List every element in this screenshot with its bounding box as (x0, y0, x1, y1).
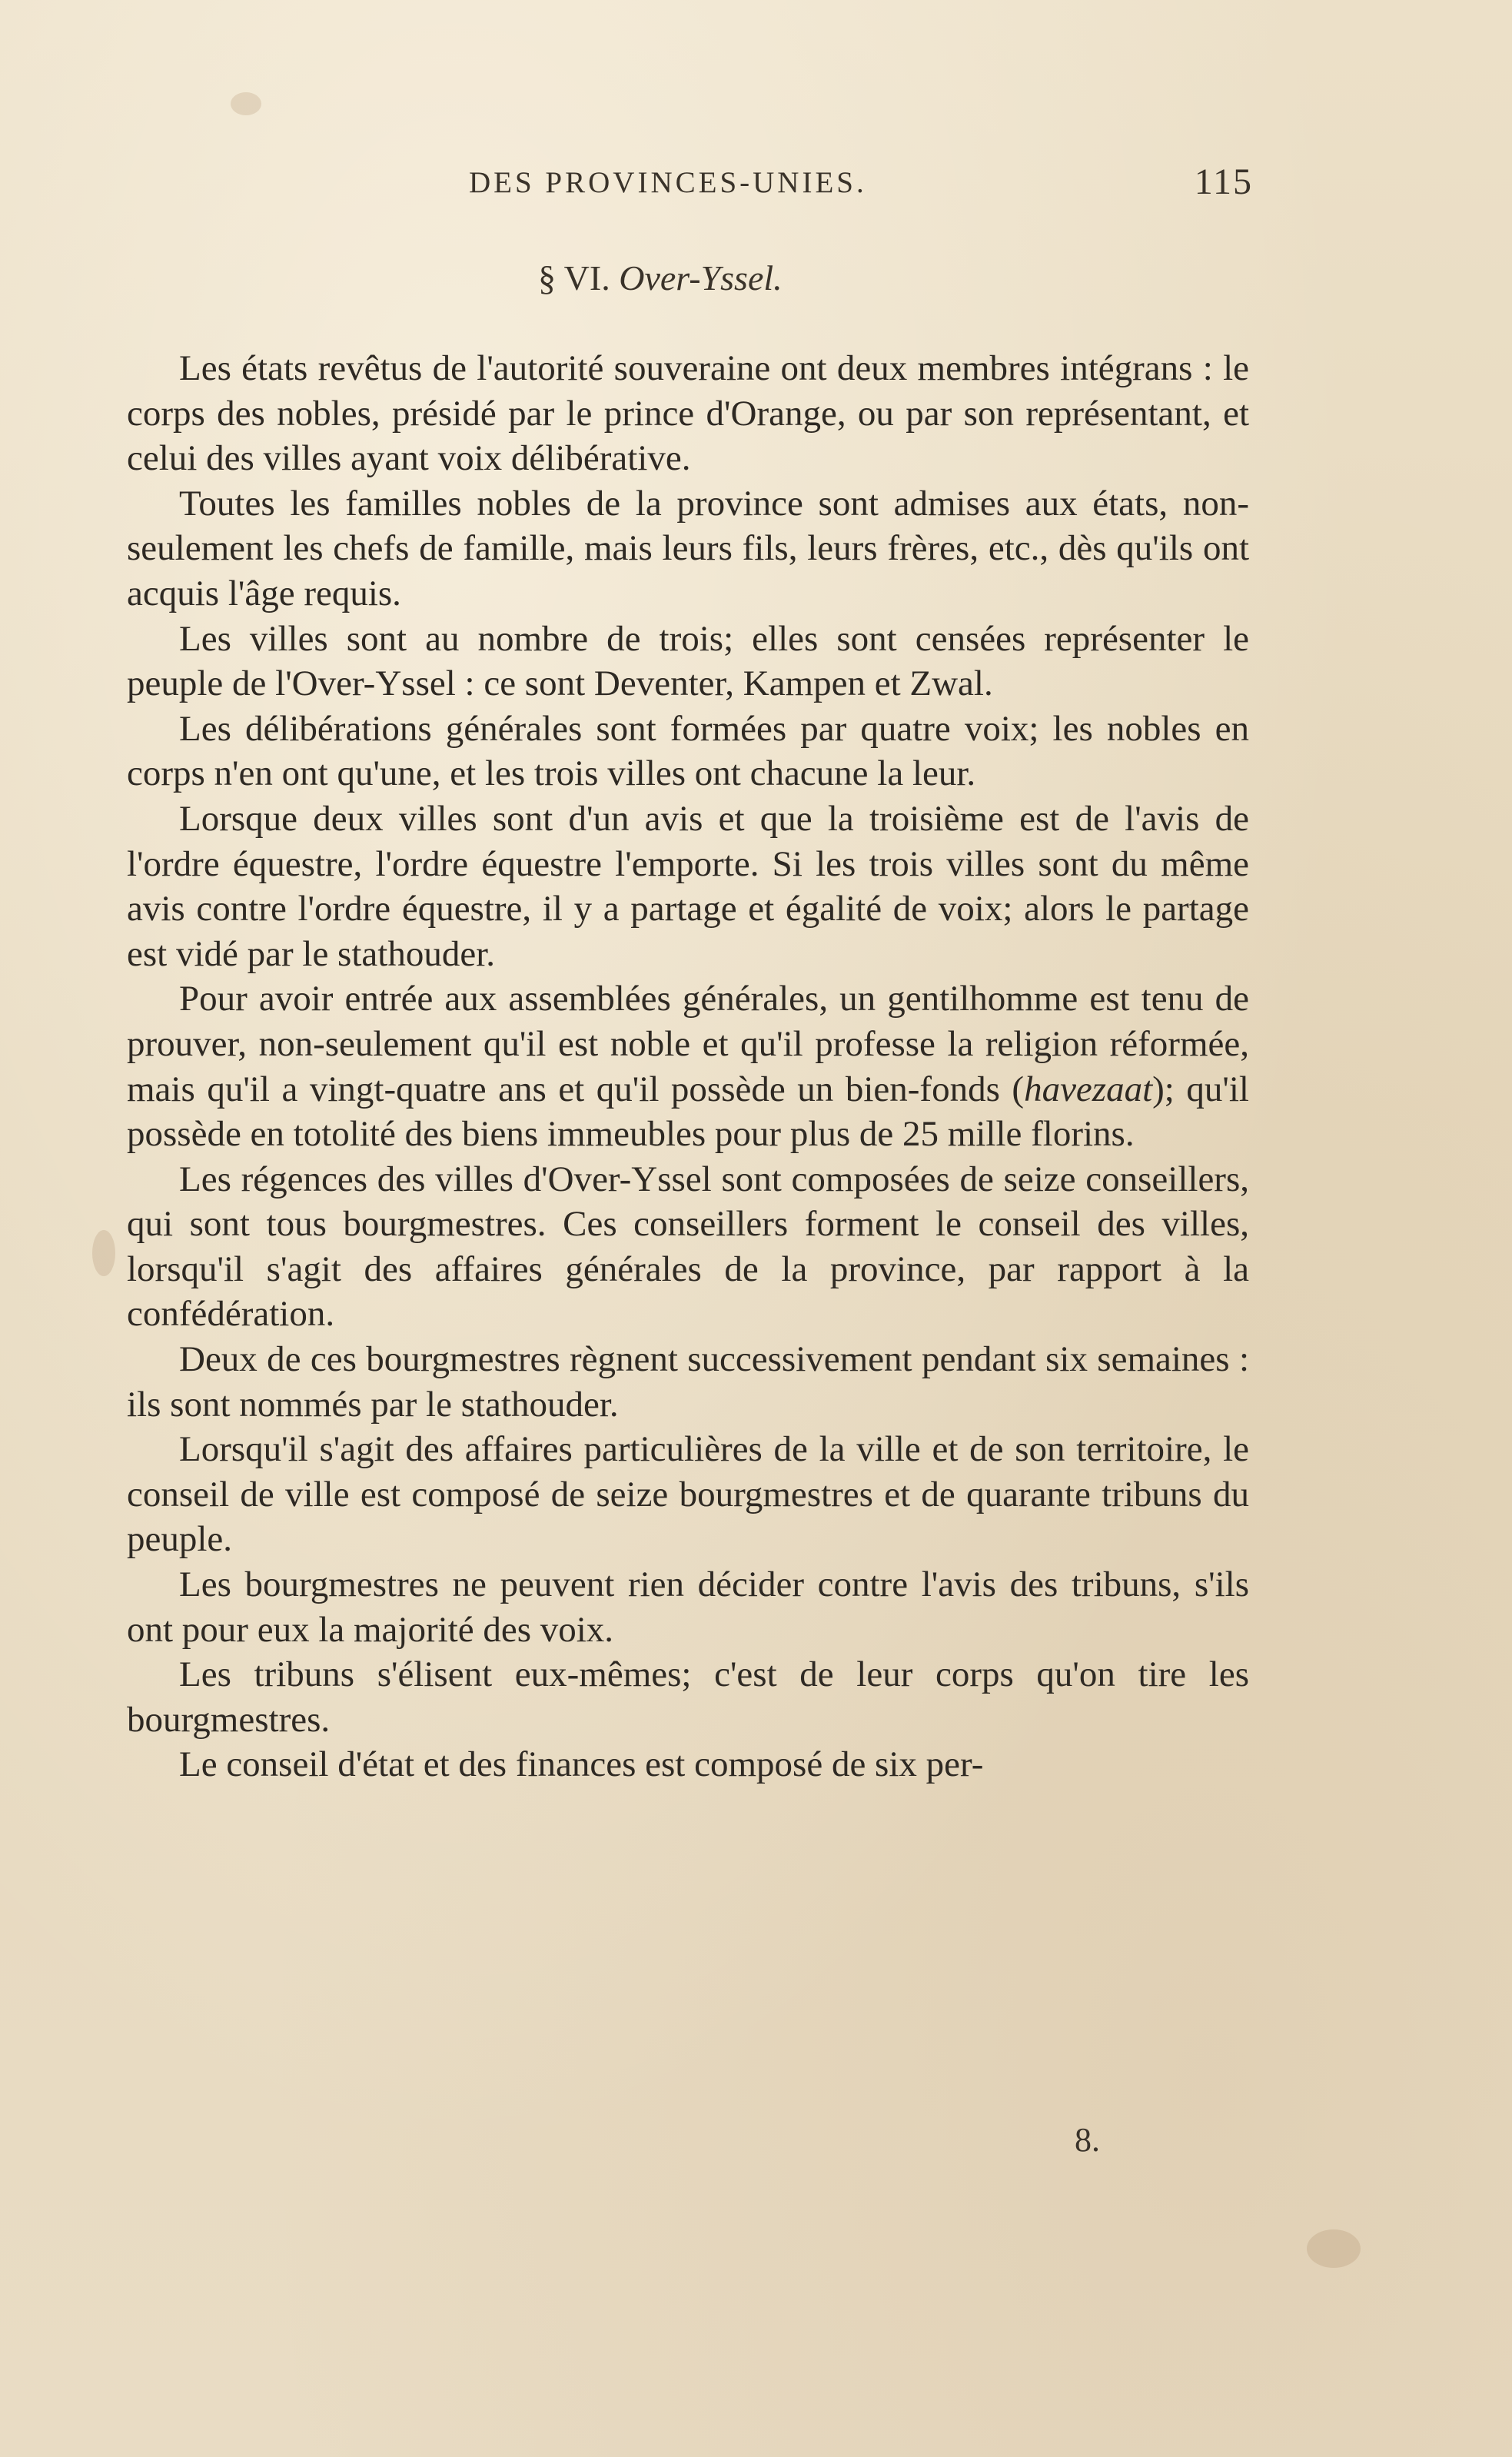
paragraph: Deux de ces bourgmestres règnent successivement pendant six semaines : ils sont nommés par le stathouder. (127, 1339, 1249, 1425)
section-number: § VI. (538, 258, 610, 298)
paragraph: Les régences des villes d'Over-Yssel sont composées de seize conseillers, qui sont tous bourgmestres. Ces conseillers forment le conseil des villes, lorsqu'il s'agit des affaires générales de la province, par rapport à la confédération. (127, 1159, 1249, 1335)
paragraph: Les délibérations générales sont formées par quatre voix; les nobles en corps n'en ont qu'une, et les trois villes ont chacune la leur. (127, 708, 1249, 794)
paragraph: Le conseil d'état et des finances est composé de six per- (179, 1744, 984, 1785)
section-heading (538, 258, 783, 298)
paragraph-text: ); qu'il possède en totolité des biens immeubles pour plus de 25 mille florins. (127, 1069, 1249, 1155)
body-text (127, 346, 1249, 1787)
foxing-stain (231, 92, 261, 115)
paragraph: Les tribuns s'élisent eux-mêmes; c'est de leur corps qu'on tire les bourgmestres. (127, 1654, 1249, 1740)
foxing-stain (1307, 2229, 1361, 2268)
paragraph (127, 976, 1249, 1156)
italic-term: havezaat (1024, 1069, 1153, 1109)
page-header (469, 161, 1253, 211)
page-number: 115 (1194, 161, 1253, 202)
section-title: Over-Yssel. (619, 258, 783, 298)
foxing-stain (92, 1230, 115, 1276)
paragraph: Les bourgmestres ne peuvent rien décider contre l'avis des tribuns, s'ils ont pour eux la majorité des voix. (127, 1564, 1249, 1650)
paragraph: Lorsque deux villes sont d'un avis et que la troisième est de l'avis de l'ordre équestre, l'ordre équestre l'emporte. Si les trois villes sont du même avis contre l'ordre équestre, il y a partage et égalité de voix; alors le partage est vidé par le stathouder. (127, 798, 1249, 974)
signature-mark: 8. (1075, 2121, 1100, 2159)
paragraph: Toutes les familles nobles de la province sont admises aux états, non-seulement les chefs de famille, mais leurs fils, leurs frères, etc., dès qu'ils ont acquis l'âge requis. (127, 483, 1249, 613)
paragraph: Les villes sont au nombre de trois; elles sont censées représenter le peuple de l'Over-Yssel : ce sont Deventer, Kampen et Zwal. (127, 618, 1249, 704)
paragraph-text: Pour avoir entrée aux assemblées générales, un gentilhomme est tenu de prouver, non-seulement qu'il est noble et qu'il professe la religion réformée, mais qu'il a vingt-quatre ans et qu'il possède un bien-fonds ( (127, 979, 1249, 1109)
paragraph: Lorsqu'il s'agit des affaires particulières de la ville et de son territoire, le conseil de ville est composé de seize bourgmestres et de quarante tribuns du peuple. (127, 1429, 1249, 1560)
running-head: DES PROVINCES-UNIES. (469, 166, 867, 199)
paragraph: Les états revêtus de l'autorité souveraine ont deux membres intégrans : le corps des nobles, présidé par le prince d'Orange, ou par son représentant, et celui des villes ayant voix délibérative. (127, 348, 1249, 479)
